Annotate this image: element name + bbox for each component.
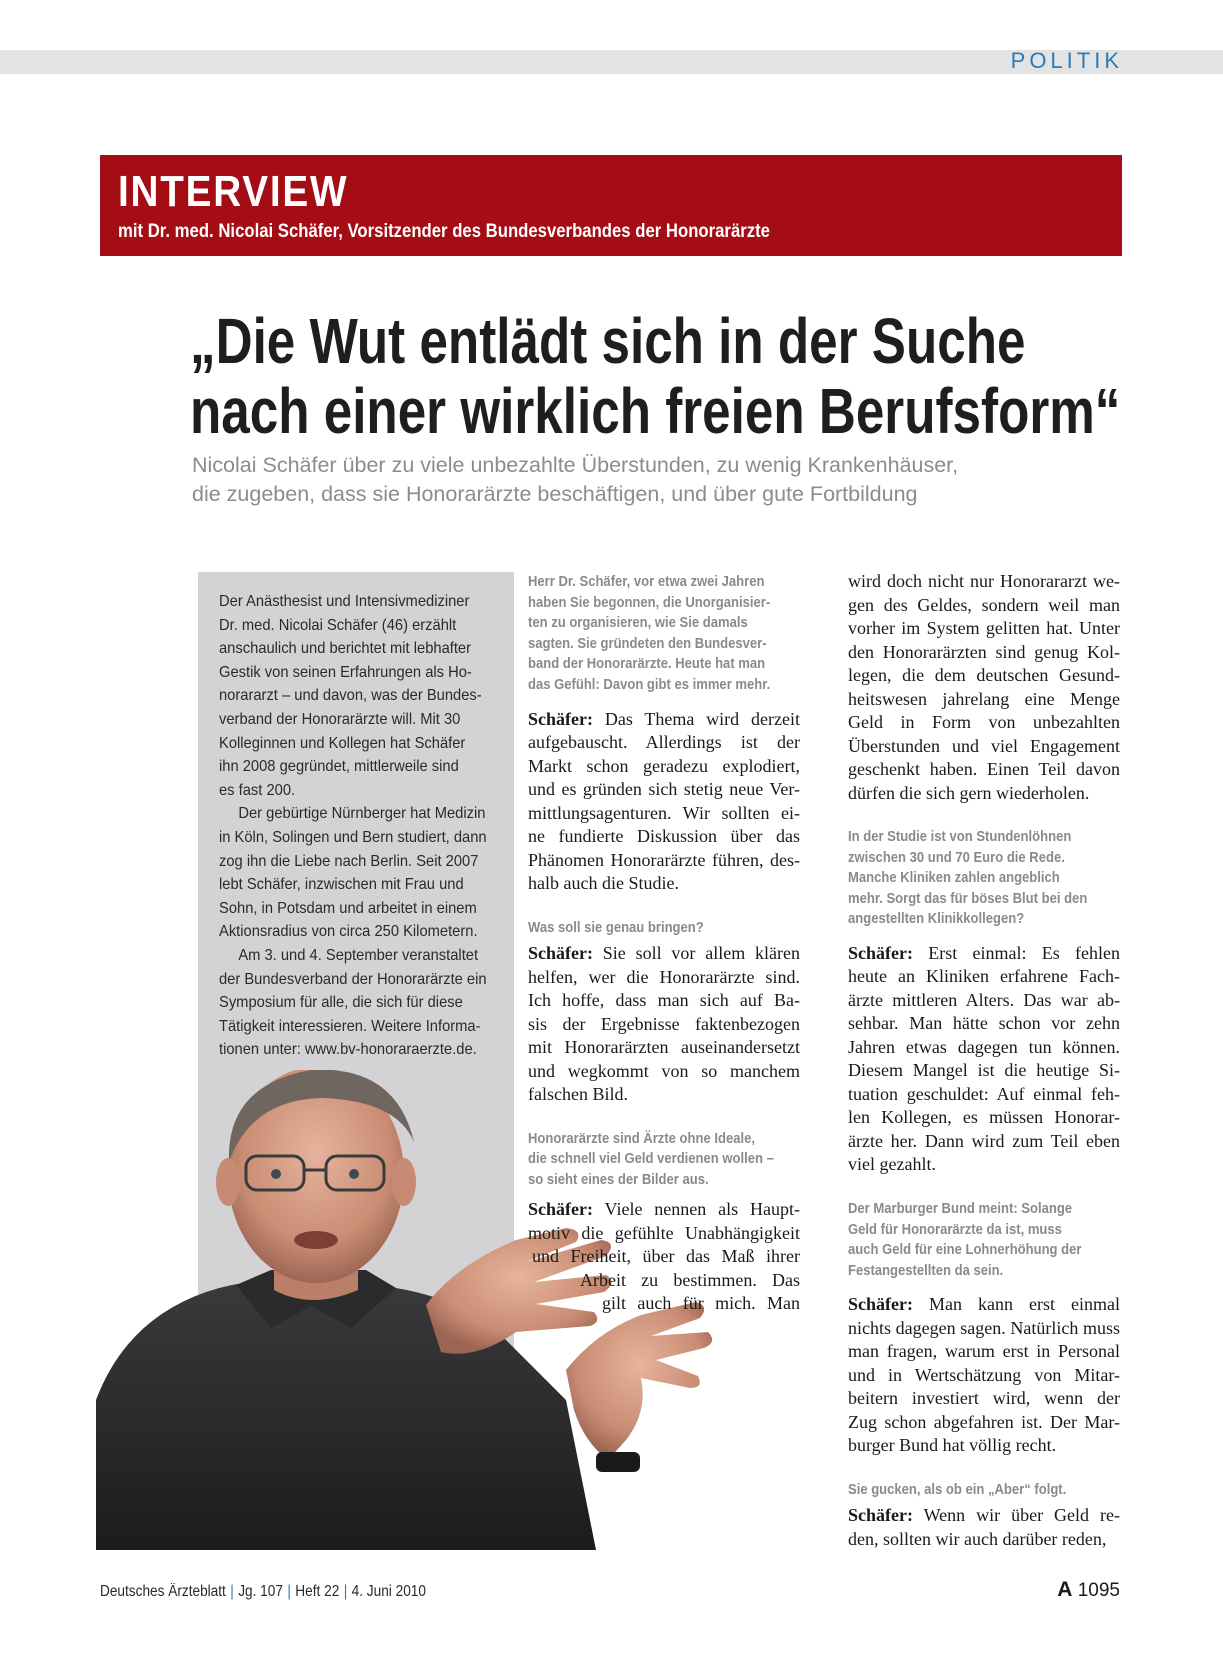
answer-line: mit Honorarärzten auseinandersetzt (528, 1037, 800, 1058)
bio-text (219, 590, 519, 1062)
answer-line: Phänomen Honorarärzte führen, des- (528, 849, 800, 870)
answer-line: ne fundierte Diskussion über das (528, 826, 800, 847)
bio-line: Der Anästhesist und Intensivmediziner (219, 593, 470, 610)
question-line: das Gefühl: Davon gibt es immer mehr. (528, 676, 771, 693)
answer-line: gilt auch für mich. Man (602, 1293, 800, 1314)
speaker-label: Schäfer: (848, 1505, 913, 1526)
subhead-line: Nicolai Schäfer über zu viele unbezahlte Überstunden, zu wenig Krankenhäuser, (192, 453, 959, 477)
interview-answer (528, 708, 800, 896)
answer-line: viel gezahlt. (848, 1154, 936, 1175)
interview-subtitle: mit Dr. med. Nicolai Schäfer, Vorsitzender des Bundesverbandes der Honorarärzte (118, 221, 770, 242)
bio-line: Tätigkeit interessieren. Weitere Informa- (219, 1017, 481, 1035)
answer-line: aufgebauscht. Allerdings ist der (528, 732, 800, 753)
question-line: Der Marburger Bund meint: Solange (848, 1200, 1073, 1217)
interview-question (848, 827, 1120, 930)
headline-line: „Die Wut entlädt sich in der Suche (190, 305, 1026, 377)
question-line: haben Sie begonnen, die Unorganisier- (528, 594, 771, 611)
answer-line: falschen Bild. (528, 1084, 628, 1105)
answer-line (528, 942, 800, 966)
speaker-label: Schäfer: (528, 1199, 593, 1220)
article-column-3 (848, 570, 1120, 1551)
answer-line: sehbar. Man hätte schon vor zehn (848, 1013, 1120, 1034)
answer-line: ärzte her. Dann wird zum Teil eben (848, 1130, 1120, 1151)
answer-text: Man kann erst einmal (912, 1294, 1120, 1315)
question-line: In der Studie ist von Stundenlöhnen (848, 829, 1072, 845)
interview-banner (100, 155, 1122, 256)
page-prefix: A (1057, 1578, 1073, 1601)
footer-separator: | (230, 1583, 234, 1600)
answer-text: Erst einmal: Es fehlen (912, 942, 1120, 963)
bio-line: anschaulich und berichtet mit lebhafter (219, 640, 472, 658)
interview-title: INTERVIEW (118, 167, 349, 216)
answer-line: und in Wertschätzung von Mitar- (848, 1364, 1120, 1385)
answer-line: sis der Ergebnisse faktenbezogen (528, 1013, 800, 1034)
subhead-line: die zugeben, dass sie Honorarärzte beschäftigen, und über gute Fortbildung (192, 482, 918, 506)
answer-line: Arbeit zu bestimmen. Das (580, 1269, 800, 1290)
question-line: Manche Kliniken zahlen angeblich (848, 870, 1060, 887)
speaker-label: Schäfer: (528, 708, 593, 729)
answer-line: mittlungsagenturen. Wir sollten ei- (528, 802, 800, 823)
footer-journal: Deutsches Ärzteblatt (100, 1583, 226, 1600)
answer-line (848, 942, 1120, 966)
answer-line: ärzte mittleren Alters. Das war ab- (848, 989, 1120, 1010)
bio-line: Symposium für alle, die sich für diese (219, 994, 463, 1012)
article-headline (190, 305, 1121, 447)
interview-answer (848, 1504, 1120, 1551)
footer-date: 4. Juni 2010 (351, 1583, 426, 1600)
answer-line: len Kollegen, es müssen Honorar- (848, 1107, 1120, 1128)
bio-line: Dr. med. Nicolai Schäfer (46) erzählt (219, 616, 457, 634)
question-line: Sie gucken, als ob ein „Aber“ folgt. (848, 1481, 1067, 1498)
answer-line: Markt schon geradezu explodiert, (528, 755, 800, 776)
bio-line: Sohn, in Potsdam und arbeitet in einem (219, 899, 477, 917)
footer-separator: | (287, 1583, 291, 1600)
bio-line: Der gebürtige Nürnberger hat Medizin (238, 805, 486, 823)
bio-line: norararzt – und davon, was der Bundes- (219, 687, 482, 705)
question-line: ten zu organisieren, wie Sie damals (528, 615, 748, 632)
interview-answer (528, 1198, 800, 1316)
question-line: Was soll sie genau bringen? (528, 919, 704, 936)
answer-line: dürfen die sich gern wiederholen. (848, 782, 1090, 803)
answer-line: halb auch die Studie. (528, 873, 679, 894)
answer-line: motiv die gefühlte Unabhängigkeit (528, 1222, 800, 1243)
question-line: so sieht eines der Bilder aus. (528, 1171, 709, 1188)
bio-line: verband der Honorarärzte will. Mit 30 (219, 710, 461, 728)
bio-line: Am 3. und 4. September veranstaltet (238, 946, 479, 964)
answer-text: Sie soll vor allem klären (592, 943, 800, 964)
answer-line: Ich hoffe, dass man sich auf Ba- (528, 990, 800, 1011)
interview-question (528, 918, 800, 939)
question-line: Festangestellten da sein. (848, 1262, 1004, 1279)
speaker-label: Schäfer: (528, 943, 593, 964)
answer-line: vorher im System gelitten hat. Unter (848, 618, 1120, 638)
bio-line: in Köln, Solingen und Bern studiert, dann (219, 828, 487, 846)
answer-text: Wenn wir über Geld re- (912, 1505, 1120, 1526)
footer-separator: | (343, 1583, 348, 1600)
article-column-2 (528, 572, 800, 1316)
question-line: sagten. Sie gründeten den Bundesver- (528, 635, 767, 652)
bio-line: Gestik von seinen Erfahrungen als Ho- (219, 663, 472, 681)
bio-line: es fast 200. (219, 781, 296, 799)
interview-answer (848, 1293, 1120, 1458)
section-label: POLITIK (1010, 48, 1123, 73)
article-subheadline (192, 451, 1042, 509)
answer-line: heitswesen jahrelang eine Menge (848, 688, 1120, 709)
bio-line: ihn 2008 gegründet, mittlerweile sind (219, 758, 459, 776)
interview-answer (848, 570, 1120, 805)
answer-line: helfen, wer die Honorarärzte sind. (528, 966, 800, 987)
bio-line: Aktionsradius von circa 250 Kilometern. (219, 923, 478, 941)
question-line: Geld für Honorarärzte da ist, muss (848, 1221, 1062, 1238)
question-line: die schnell viel Geld verdienen wollen – (528, 1151, 774, 1168)
answer-line (528, 708, 800, 732)
bio-line: der Bundesverband der Honorarärzte ein (219, 970, 487, 988)
answer-line: gen des Geldes, sondern weil man (848, 594, 1120, 615)
speaker-label: Schäfer: (848, 942, 913, 963)
question-line: Honorarärzte sind Ärzte ohne Ideale, (528, 1130, 755, 1147)
interview-answer (848, 942, 1120, 1177)
answer-line: burger Bund hat völlig recht. (848, 1435, 1057, 1456)
answer-line: geschenkt haben. Einen Teil davon (848, 759, 1120, 779)
answer-line (848, 1504, 1120, 1528)
bio-line: lebt Schäfer, inzwischen mit Frau und (219, 876, 464, 894)
answer-line: wird doch nicht nur Honorararzt we- (848, 571, 1120, 591)
answer-line: Geld in Form von unbezahlten (848, 712, 1120, 732)
answer-line: heute an Kliniken erfahrene Fach- (848, 966, 1120, 987)
answer-text: Viele nennen als Haupt- (592, 1199, 800, 1220)
answer-line: und es gründen sich stetig neue Ver- (528, 779, 800, 800)
interview-question (848, 1199, 1120, 1281)
footer-volume: Jg. 107 (238, 1583, 283, 1600)
answer-line: Zug schon abgefahren ist. Der Mar- (848, 1411, 1120, 1432)
bio-line: zog ihn die Liebe nach Berlin. Seit 2007 (219, 852, 479, 870)
answer-line: den, sollten wir auch darüber reden, (848, 1528, 1107, 1549)
footer-citation (100, 1583, 426, 1601)
question-line: band der Honorarärzte. Heute hat man (528, 656, 766, 673)
interview-question (848, 1480, 1120, 1501)
page-number (1057, 1578, 1120, 1602)
answer-line: beitern investiert wird, wenn der (848, 1388, 1120, 1409)
interview-answer (528, 942, 800, 1107)
answer-line: tuation geschuldet: Auf einmal feh- (848, 1083, 1120, 1104)
headline-line: nach einer wirklich freien Berufsform“ (190, 375, 1121, 447)
answer-line: den Honorarärzten sind genug Kol- (848, 641, 1120, 662)
question-line: angestellten Klinikkollegen? (848, 911, 1025, 928)
answer-line: nichts dagegen sagen. Natürlich muss (848, 1317, 1120, 1338)
question-line: mehr. Sorgt das für böses Blut bei den (848, 890, 1088, 907)
answer-line: man fragen, warum erst in Personal (848, 1341, 1120, 1362)
answer-line (848, 1293, 1120, 1317)
bio-line: Kolleginnen und Kollegen hat Schäfer (219, 734, 466, 752)
answer-line: und wegkommt von so manchem (528, 1060, 800, 1081)
answer-line: Überstunden und viel Engagement (848, 735, 1120, 756)
interview-question (528, 572, 800, 696)
answer-line: und Freiheit, über das Maß ihrer (532, 1246, 800, 1267)
answer-line: Diesem Mangel ist die heutige Si- (848, 1060, 1120, 1081)
answer-line: Jahren etwas dagegen tun können. (848, 1036, 1120, 1057)
speaker-label: Schäfer: (848, 1294, 913, 1315)
bio-line: tionen unter: www.bv-honoraraerzte.de. (219, 1041, 477, 1059)
question-line: auch Geld für eine Lohnerhöhung der (848, 1242, 1082, 1259)
answer-text: Das Thema wird derzeit (592, 708, 800, 729)
question-line: Herr Dr. Schäfer, vor etwa zwei Jahren (528, 574, 765, 590)
answer-line (528, 1198, 800, 1222)
footer-issue: Heft 22 (295, 1583, 340, 1600)
interview-question (528, 1129, 800, 1191)
answer-line: legen, die dem deutschen Gesund- (848, 665, 1120, 685)
question-line: zwischen 30 und 70 Euro die Rede. (848, 849, 1065, 866)
page-number-value: 1095 (1077, 1580, 1120, 1601)
